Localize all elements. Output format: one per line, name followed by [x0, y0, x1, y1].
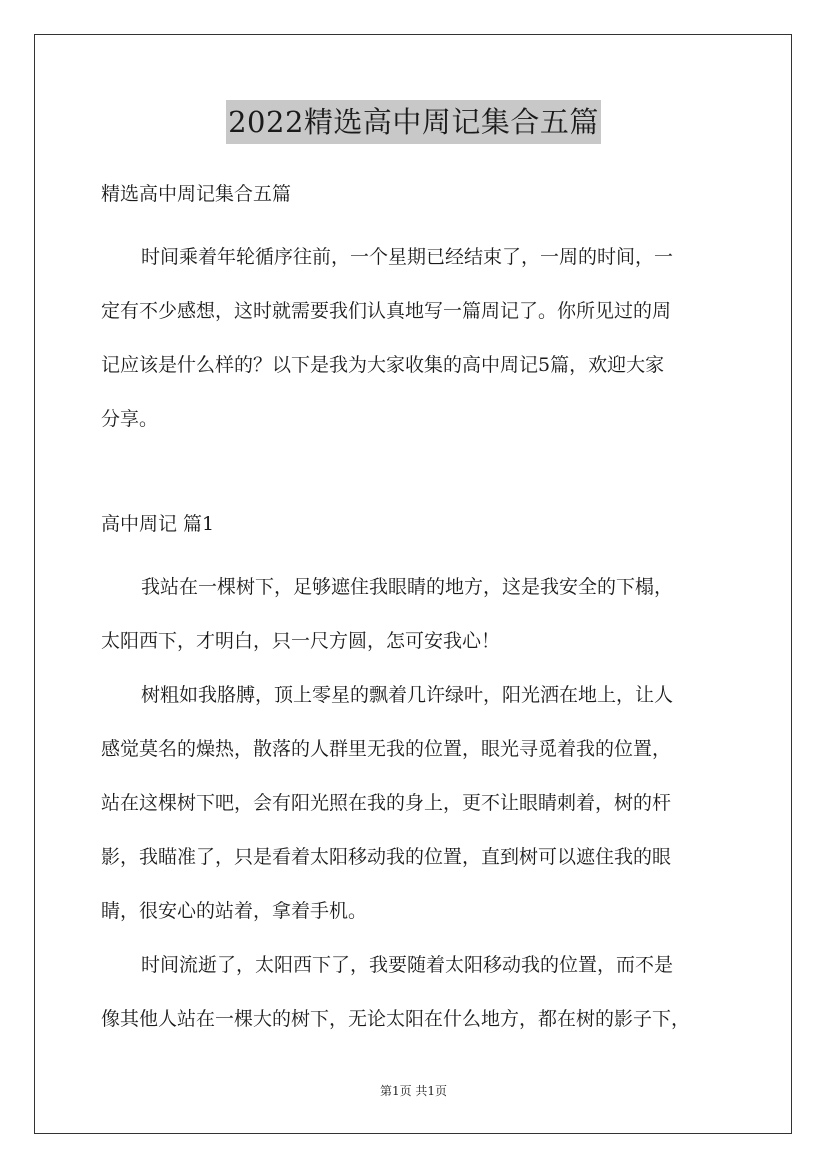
paragraph-1 [101, 560, 729, 668]
intro-line: 记应该是什么样的？以下是我为大家收集的高中周记5篇，欢迎大家 [101, 354, 665, 376]
paragraph-line: 睛，很安心的站着，拿着手机。 [101, 900, 368, 922]
paragraph-line: 我站在一棵树下，足够遮住我眼睛的地方，这是我安全的下榻， [141, 576, 674, 598]
paragraph-3 [101, 938, 729, 1046]
paragraph-line: 站在这棵树下吧，会有阳光照在我的身上，更不让眼睛刺着，树的杆 [101, 792, 672, 814]
section-heading: 高中周记 篇1 [101, 513, 215, 535]
paragraph-line: 像其他人站在一棵大的树下，无论太阳在什么地方，都在树的影子下， [101, 1008, 691, 1030]
document-title: 2022精选高中周记集合五篇 [226, 100, 601, 144]
paragraph-line: 太阳西下，才明白，只一尺方圆，怎可安我心！ [101, 630, 501, 652]
paragraph-line: 时间流逝了，太阳西下了，我要随着太阳移动我的位置，而不是 [141, 954, 674, 976]
intro-line: 时间乘着年轮循序往前，一个星期已经结束了，一周的时间，一 [141, 246, 674, 268]
paragraph-line: 感觉莫名的燥热，散落的人群里无我的位置，眼光寻觅着我的位置， [101, 738, 672, 760]
document-body [101, 176, 729, 1046]
paragraph-line: 影，我瞄准了，只是看着太阳移动我的位置，直到树可以遮住我的眼 [101, 846, 672, 868]
paragraph-line: 树粗如我胳膊，顶上零星的飘着几许绿叶，阳光洒在地上，让人 [141, 684, 674, 706]
intro-line: 分享。 [101, 408, 159, 430]
paragraph-2 [101, 668, 729, 938]
title-container [0, 100, 827, 144]
page-footer: 第1页 共1页 [379, 1084, 448, 1098]
intro-line: 定有不少感想，这时就需要我们认真地写一篇周记了。你所见过的周 [101, 300, 672, 322]
intro-paragraph [101, 230, 729, 446]
document-subtitle: 精选高中周记集合五篇 [101, 183, 292, 205]
